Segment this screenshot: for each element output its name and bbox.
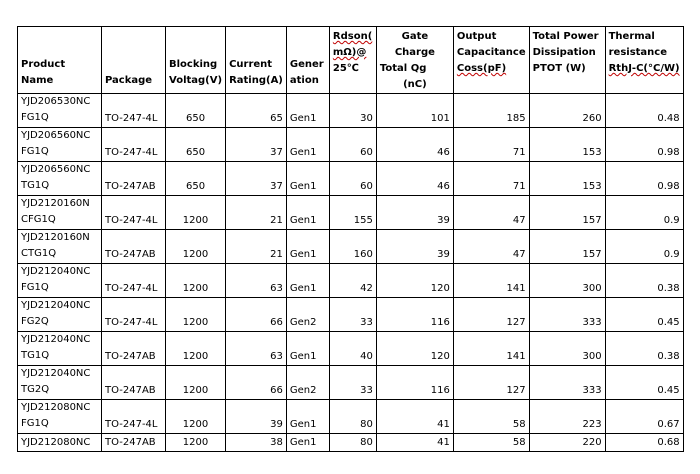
product-name-line: FG2Q <box>21 316 49 327</box>
cell-package: TO-247AB <box>102 332 166 366</box>
product-name-line: YJD212080NC <box>21 402 91 413</box>
cell-product-name <box>18 196 102 230</box>
cell-product-name <box>18 298 102 332</box>
cell-thermal-resistance: 0.45 <box>605 366 683 400</box>
cell-total-power: 220 <box>529 434 605 452</box>
cell-total-power: 300 <box>529 264 605 298</box>
header-rdson: Rdson( mΩ)@ 25℃ <box>329 27 376 94</box>
cell-total-power: 157 <box>529 196 605 230</box>
cell-package: TO-247-4L <box>102 400 166 434</box>
table-row <box>18 162 684 196</box>
cell-package: TO-247AB <box>102 366 166 400</box>
cell-rdson: 30 <box>329 94 376 128</box>
cell-thermal-resistance: 0.98 <box>605 128 683 162</box>
table-row <box>18 94 684 128</box>
cell-total-power: 223 <box>529 400 605 434</box>
product-name-line: YJD212040NC <box>21 368 91 379</box>
cell-gate-charge: 101 <box>376 94 453 128</box>
cell-total-power: 157 <box>529 230 605 264</box>
product-name-line: YJD206560NC <box>21 130 91 141</box>
cell-current-rating: 21 <box>226 196 287 230</box>
header-gate-charge: Gate Charge Total Qg (nC) <box>376 27 453 94</box>
cell-rdson: 160 <box>329 230 376 264</box>
cell-rdson: 60 <box>329 128 376 162</box>
product-name-line: TG2Q <box>21 384 50 395</box>
cell-output-capacitance: 47 <box>453 196 529 230</box>
cell-current-rating: 66 <box>226 366 287 400</box>
product-name-line: YJD206560NC <box>21 164 91 175</box>
cell-gate-charge: 41 <box>376 434 453 452</box>
product-spec-table <box>17 26 684 452</box>
product-name-line: YJD206530NC <box>21 96 91 107</box>
cell-product-name <box>18 434 102 452</box>
cell-thermal-resistance: 0.67 <box>605 400 683 434</box>
cell-blocking-voltage: 650 <box>166 162 226 196</box>
product-name-line: FG1Q <box>21 146 49 157</box>
product-name-line: YJD2120160N <box>21 232 90 243</box>
cell-current-rating: 21 <box>226 230 287 264</box>
cell-blocking-voltage: 1200 <box>166 366 226 400</box>
cell-product-name <box>18 230 102 264</box>
table-row <box>18 400 684 434</box>
cell-gate-charge: 116 <box>376 298 453 332</box>
header-output-capacitance: Output Capacitance Coss(pF) <box>453 27 529 94</box>
cell-thermal-resistance: 0.68 <box>605 434 683 452</box>
cell-generation: Gen1 <box>286 196 329 230</box>
cell-product-name <box>18 400 102 434</box>
cell-blocking-voltage: 1200 <box>166 298 226 332</box>
cell-thermal-resistance: 0.38 <box>605 264 683 298</box>
table-row <box>18 230 684 264</box>
cell-package: TO-247-4L <box>102 128 166 162</box>
cell-rdson: 80 <box>329 400 376 434</box>
cell-rdson: 42 <box>329 264 376 298</box>
cell-total-power: 333 <box>529 366 605 400</box>
cell-output-capacitance: 141 <box>453 264 529 298</box>
cell-blocking-voltage: 1200 <box>166 264 226 298</box>
cell-package: TO-247AB <box>102 230 166 264</box>
cell-rdson: 60 <box>329 162 376 196</box>
cell-gate-charge: 41 <box>376 400 453 434</box>
cell-current-rating: 66 <box>226 298 287 332</box>
header-blocking-voltage: Blocking Voltag(V) <box>166 27 226 94</box>
cell-total-power: 333 <box>529 298 605 332</box>
cell-generation: Gen1 <box>286 162 329 196</box>
cell-thermal-resistance: 0.98 <box>605 162 683 196</box>
header-row <box>18 27 684 94</box>
cell-product-name <box>18 264 102 298</box>
table-row <box>18 128 684 162</box>
cell-blocking-voltage: 1200 <box>166 196 226 230</box>
cell-current-rating: 37 <box>226 162 287 196</box>
header-thermal-resistance: Thermal resistance RthJ-C(°C/W) <box>605 27 683 94</box>
product-name-line: YJD212040NC <box>21 334 91 345</box>
product-name-line: YJD212080NC <box>21 436 91 448</box>
product-name-line: FG1Q <box>21 418 49 429</box>
cell-rdson: 33 <box>329 366 376 400</box>
cell-output-capacitance: 185 <box>453 94 529 128</box>
cell-gate-charge: 46 <box>376 128 453 162</box>
header-generation: Gener ation <box>286 27 329 94</box>
cell-total-power: 260 <box>529 94 605 128</box>
cell-current-rating: 63 <box>226 332 287 366</box>
cell-gate-charge: 39 <box>376 196 453 230</box>
table-row <box>18 196 684 230</box>
cell-blocking-voltage: 1200 <box>166 434 226 452</box>
table-row <box>18 434 684 452</box>
cell-total-power: 153 <box>529 162 605 196</box>
cell-output-capacitance: 58 <box>453 434 529 452</box>
cell-total-power: 153 <box>529 128 605 162</box>
cell-blocking-voltage: 650 <box>166 128 226 162</box>
product-name-line: FG1Q <box>21 112 49 123</box>
cell-thermal-resistance: 0.9 <box>605 230 683 264</box>
cell-product-name <box>18 128 102 162</box>
cell-rdson: 80 <box>329 434 376 452</box>
cell-generation: Gen1 <box>286 94 329 128</box>
cell-current-rating: 65 <box>226 94 287 128</box>
cell-gate-charge: 39 <box>376 230 453 264</box>
product-name-line: TG1Q <box>21 180 50 191</box>
table-row <box>18 298 684 332</box>
cell-total-power: 300 <box>529 332 605 366</box>
product-name-line: YJD212040NC <box>21 300 91 311</box>
product-name-line: CFG1Q <box>21 214 56 225</box>
product-name-line: YJD2120160N <box>21 198 90 209</box>
product-name-line: YJD212040NC <box>21 266 91 277</box>
cell-generation: Gen1 <box>286 434 329 452</box>
cell-output-capacitance: 71 <box>453 128 529 162</box>
cell-output-capacitance: 127 <box>453 298 529 332</box>
cell-blocking-voltage: 1200 <box>166 332 226 366</box>
product-name-line: FG1Q <box>21 282 49 293</box>
cell-output-capacitance: 58 <box>453 400 529 434</box>
cell-generation: Gen1 <box>286 400 329 434</box>
cell-thermal-resistance: 0.48 <box>605 94 683 128</box>
cell-package: TO-247-4L <box>102 298 166 332</box>
table-row <box>18 332 684 366</box>
product-name-line: TG1Q <box>21 350 50 361</box>
cell-gate-charge: 116 <box>376 366 453 400</box>
cell-gate-charge: 46 <box>376 162 453 196</box>
table-row <box>18 366 684 400</box>
cell-generation: Gen2 <box>286 366 329 400</box>
cell-generation: Gen1 <box>286 332 329 366</box>
cell-product-name <box>18 94 102 128</box>
cell-rdson: 33 <box>329 298 376 332</box>
cell-package: TO-247-4L <box>102 196 166 230</box>
cell-gate-charge: 120 <box>376 264 453 298</box>
cell-output-capacitance: 47 <box>453 230 529 264</box>
cell-rdson: 40 <box>329 332 376 366</box>
product-name-line: CTG1Q <box>21 248 57 259</box>
cell-package: TO-247AB <box>102 434 166 452</box>
cell-generation: Gen1 <box>286 264 329 298</box>
cell-output-capacitance: 127 <box>453 366 529 400</box>
cell-current-rating: 38 <box>226 434 287 452</box>
cell-rdson: 155 <box>329 196 376 230</box>
cell-output-capacitance: 71 <box>453 162 529 196</box>
cell-generation: Gen1 <box>286 128 329 162</box>
cell-thermal-resistance: 0.9 <box>605 196 683 230</box>
table-row <box>18 264 684 298</box>
cell-thermal-resistance: 0.38 <box>605 332 683 366</box>
cell-package: TO-247AB <box>102 162 166 196</box>
cell-output-capacitance: 141 <box>453 332 529 366</box>
cell-package: TO-247-4L <box>102 264 166 298</box>
header-total-power: Total Power Dissipation PTOT (W) <box>529 27 605 94</box>
cell-package: TO-247-4L <box>102 94 166 128</box>
header-package: Package <box>102 27 166 94</box>
cell-thermal-resistance: 0.45 <box>605 298 683 332</box>
cell-gate-charge: 120 <box>376 332 453 366</box>
cell-product-name <box>18 162 102 196</box>
header-current-rating: Current Rating(A) <box>226 27 287 94</box>
cell-product-name <box>18 332 102 366</box>
cell-current-rating: 39 <box>226 400 287 434</box>
header-product-name: Product Name <box>18 27 102 94</box>
cell-product-name <box>18 366 102 400</box>
cell-generation: Gen1 <box>286 230 329 264</box>
cell-blocking-voltage: 650 <box>166 94 226 128</box>
cell-current-rating: 37 <box>226 128 287 162</box>
cell-generation: Gen2 <box>286 298 329 332</box>
cell-blocking-voltage: 1200 <box>166 230 226 264</box>
cell-blocking-voltage: 1200 <box>166 400 226 434</box>
cell-current-rating: 63 <box>226 264 287 298</box>
